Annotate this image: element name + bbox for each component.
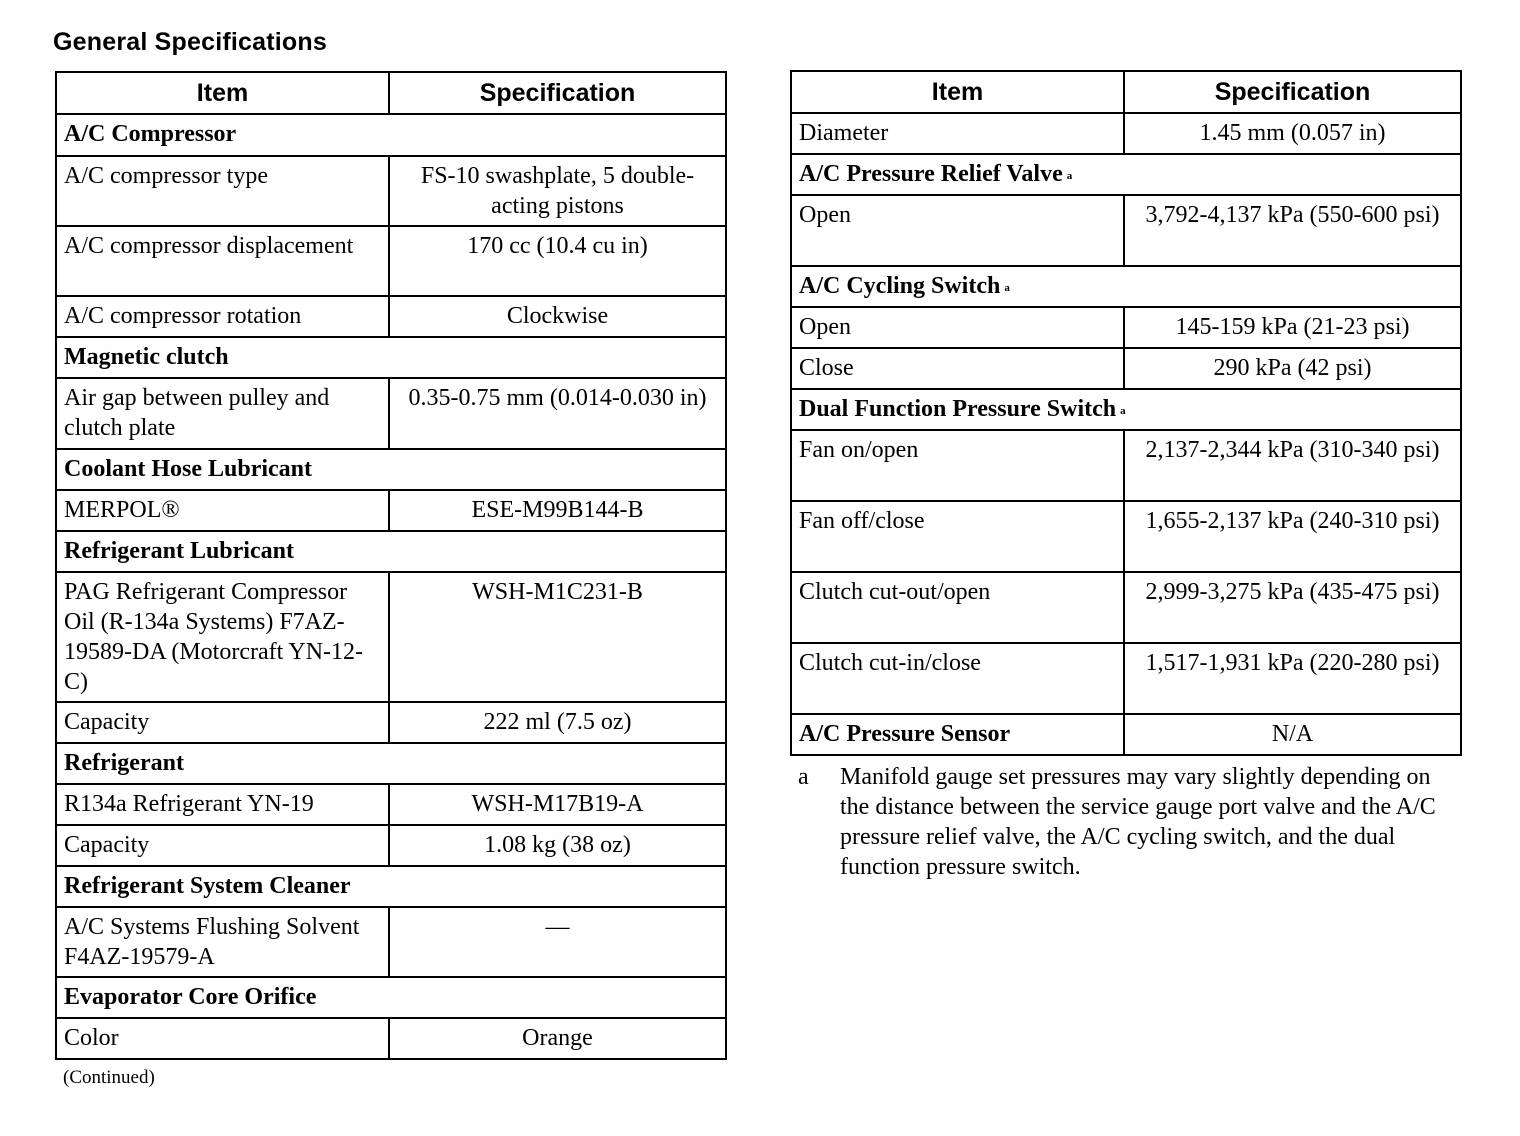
general-specifications-table	[55, 71, 727, 1060]
pressure-specifications-table	[790, 70, 1462, 756]
section-title-refrigerant-lubricant: Refrigerant Lubricant	[56, 531, 726, 572]
table-row	[56, 825, 726, 866]
spec-cell: 290 kPa (42 psi)	[1124, 348, 1461, 389]
item-column-header: Item	[56, 72, 389, 114]
spec-cell: FS-10 swashplate, 5 double-acting pistons	[389, 156, 726, 226]
spec-cell: Orange	[389, 1018, 726, 1059]
footnote-mark: a	[798, 764, 809, 790]
spec-cell: WSH-M17B19-A	[389, 784, 726, 825]
section-title-text: A/C Pressure Relief Valve	[799, 161, 1063, 187]
table-row	[56, 156, 726, 226]
pressure-sensor-label: A/C Pressure Sensor	[791, 714, 1124, 755]
spec-cell: —	[389, 907, 726, 977]
table-row	[56, 784, 726, 825]
footnote-text: Manifold gauge set pressures may vary slightly depending on the distance between the service gauge port valve and the A/C pressure relief valve, the A/C cycling switch, and the dual function pressure switch.	[840, 764, 1436, 880]
table-row	[56, 490, 726, 531]
section-row	[56, 743, 726, 784]
specification-column-header: Specification	[1124, 71, 1461, 113]
section-row	[791, 266, 1461, 307]
item-cell: Open	[791, 195, 1124, 266]
item-cell: A/C compressor displacement	[56, 226, 389, 296]
section-title-magnetic-clutch: Magnetic clutch	[56, 337, 726, 378]
table-row	[56, 572, 726, 702]
footnote	[798, 762, 1458, 882]
item-column-header: Item	[791, 71, 1124, 113]
section-row	[56, 337, 726, 378]
spec-cell: 145-159 kPa (21-23 psi)	[1124, 307, 1461, 348]
section-title-text: Dual Function Pressure Switch	[799, 396, 1117, 422]
table-row	[791, 348, 1461, 389]
table-row	[791, 307, 1461, 348]
item-cell: Color	[56, 1018, 389, 1059]
table-row	[791, 195, 1461, 266]
section-title-refrigerant: Refrigerant	[56, 743, 726, 784]
section-title-cycling-switch	[791, 266, 1461, 307]
footnote-marker: a	[1066, 170, 1073, 182]
table-row	[56, 378, 726, 449]
item-cell: Open	[791, 307, 1124, 348]
item-cell: Clutch cut-in/close	[791, 643, 1124, 714]
item-cell: MERPOL®	[56, 490, 389, 531]
item-cell: A/C compressor type	[56, 156, 389, 226]
table-row	[791, 501, 1461, 572]
table-row	[56, 296, 726, 337]
section-title-ac-compressor: A/C Compressor	[56, 114, 726, 156]
footnote-marker: a	[1120, 405, 1126, 417]
section-row	[56, 449, 726, 490]
section-title-evaporator-core-orifice: Evaporator Core Orifice	[56, 977, 726, 1018]
spec-cell: 1,655-2,137 kPa (240-310 psi)	[1124, 501, 1461, 572]
item-cell: Close	[791, 348, 1124, 389]
section-row	[56, 114, 726, 156]
table-row	[56, 1018, 726, 1059]
item-cell: Fan off/close	[791, 501, 1124, 572]
section-row	[791, 154, 1461, 195]
section-row	[56, 977, 726, 1018]
specification-column-header: Specification	[389, 72, 726, 114]
section-row	[56, 866, 726, 907]
continued-label: (Continued)	[63, 1067, 155, 1088]
item-cell: Diameter	[791, 113, 1124, 154]
spec-cell: 1.45 mm (0.057 in)	[1124, 113, 1461, 154]
table-header-row	[791, 71, 1461, 113]
section-title-coolant-hose-lubricant: Coolant Hose Lubricant	[56, 449, 726, 490]
table-row	[56, 702, 726, 743]
table-row	[56, 226, 726, 296]
table-header-row	[56, 72, 726, 114]
spec-cell: WSH-M1C231-B	[389, 572, 726, 702]
table-row	[791, 714, 1461, 755]
spec-cell: 2,999-3,275 kPa (435-475 psi)	[1124, 572, 1461, 643]
item-cell: Fan on/open	[791, 430, 1124, 501]
section-row	[56, 531, 726, 572]
table-row	[791, 113, 1461, 154]
page-title: General Specifications	[53, 28, 327, 56]
section-title-dual-function-pressure-switch	[791, 389, 1461, 430]
spec-cell: 170 cc (10.4 cu in)	[389, 226, 726, 296]
spec-cell: 3,792-4,137 kPa (550-600 psi)	[1124, 195, 1461, 266]
item-cell: Air gap between pulley and clutch plate	[56, 378, 389, 449]
section-title-text: A/C Cycling Switch	[799, 273, 1001, 299]
footnote-marker: a	[1004, 282, 1010, 294]
spec-cell: N/A	[1124, 714, 1461, 755]
spec-cell: 2,137-2,344 kPa (310-340 psi)	[1124, 430, 1461, 501]
spec-cell: 1,517-1,931 kPa (220-280 psi)	[1124, 643, 1461, 714]
table-row	[791, 572, 1461, 643]
spec-cell: Clockwise	[389, 296, 726, 337]
item-cell: Clutch cut-out/open	[791, 572, 1124, 643]
section-title-refrigerant-system-cleaner: Refrigerant System Cleaner	[56, 866, 726, 907]
item-cell: R134a Refrigerant YN-19	[56, 784, 389, 825]
section-row	[791, 389, 1461, 430]
item-cell: A/C Systems Flushing Solvent F4AZ-19579-A	[56, 907, 389, 977]
item-cell: Capacity	[56, 702, 389, 743]
section-title-pressure-relief-valve	[791, 154, 1461, 195]
table-row	[791, 430, 1461, 501]
item-cell: PAG Refrigerant Compressor Oil (R-134a Systems) F7AZ-19589-DA (Motorcraft YN-12-C)	[56, 572, 389, 702]
table-row	[791, 643, 1461, 714]
spec-cell: ESE-M99B144-B	[389, 490, 726, 531]
spec-cell: 222 ml (7.5 oz)	[389, 702, 726, 743]
spec-cell: 0.35-0.75 mm (0.014-0.030 in)	[389, 378, 726, 449]
table-row	[56, 907, 726, 977]
spec-cell: 1.08 kg (38 oz)	[389, 825, 726, 866]
item-cell: A/C compressor rotation	[56, 296, 389, 337]
item-cell: Capacity	[56, 825, 389, 866]
